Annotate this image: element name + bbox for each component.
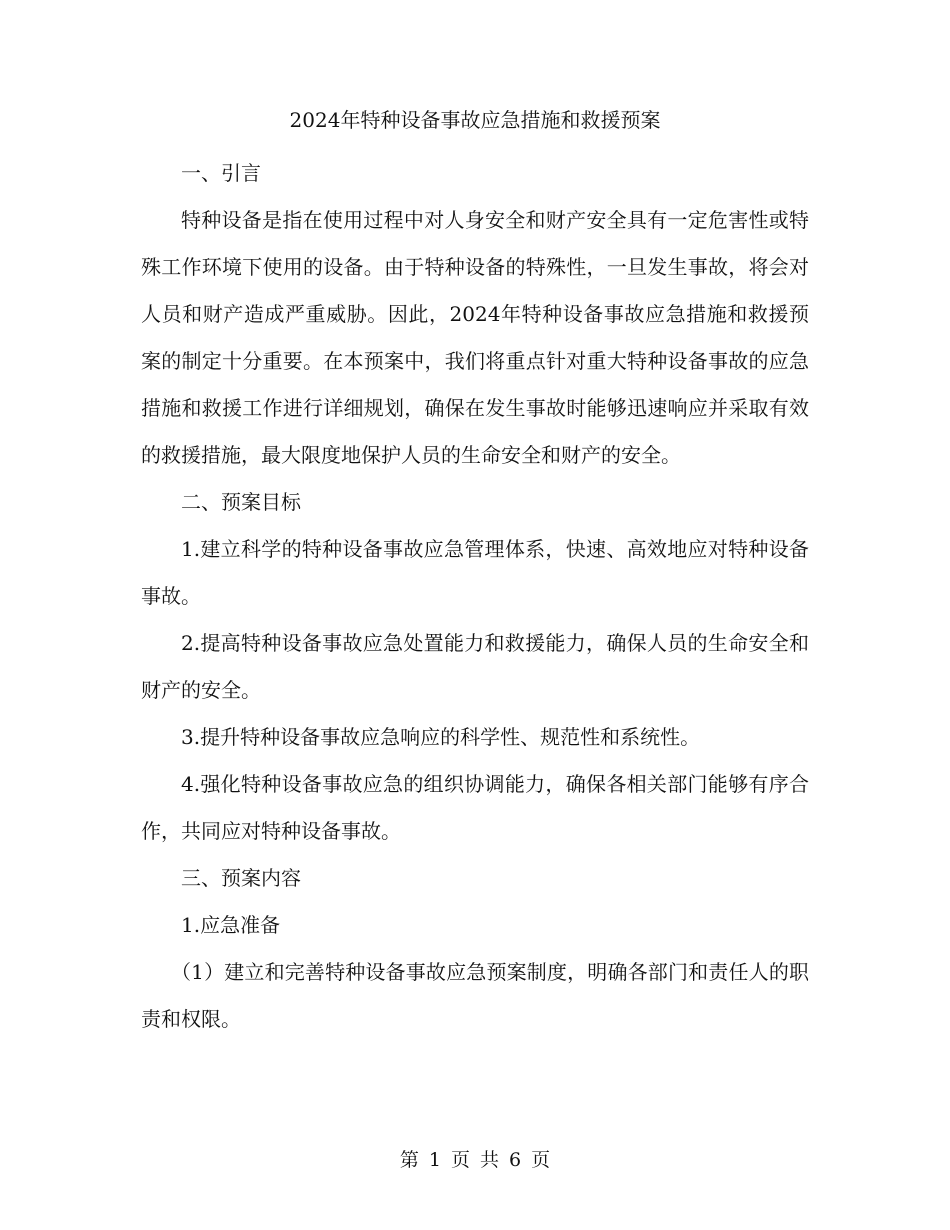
goal-item-2: 2.提高特种设备事故应急处置能力和救援能力，确保人员的生命安全和财产的安全。	[141, 631, 809, 702]
section-heading-introduction: 一、引言	[181, 161, 261, 185]
section-heading-content: 三、预案内容	[181, 866, 301, 890]
goal-item-3: 3.提升特种设备事故应急响应的科学性、规范性和系统性。	[181, 725, 701, 749]
paragraph-introduction: 特种设备是指在使用过程中对人身安全和财产安全具有一定危害性或特殊工作环境下使用的设备。由于特种设备的特殊性，一旦发生事故，将会对人员和财产造成严重威胁。因此，2024年特种设备事故应急措施和救援预案的制定十分重要。在本预案中，我们将重点针对重大特种设备事故的应急措施和救援工作进行详细规划，确保在发生事故时能够迅速响应并采取有效的救援措施，最大限度地保护人员的生命安全和财产的安全。	[141, 208, 809, 467]
document-title: 2024年特种设备事故应急措施和救援预案	[289, 108, 661, 132]
goal-item-4: 4.强化特种设备事故应急的组织协调能力，确保各相关部门能够有序合作，共同应对特种设备事故。	[141, 772, 809, 843]
preparation-item-1: （1）建立和完善特种设备事故应急预案制度，明确各部门和责任人的职责和权限。	[141, 960, 809, 1031]
goal-item-1: 1.建立科学的特种设备事故应急管理体系，快速、高效地应对特种设备事故。	[141, 537, 809, 608]
section-heading-goals: 二、预案目标	[181, 490, 301, 514]
subsection-heading-preparation: 1.应急准备	[181, 913, 281, 937]
page-number-footer: 第 1 页 共 6 页	[399, 1149, 551, 1171]
document-body	[141, 150, 809, 1043]
